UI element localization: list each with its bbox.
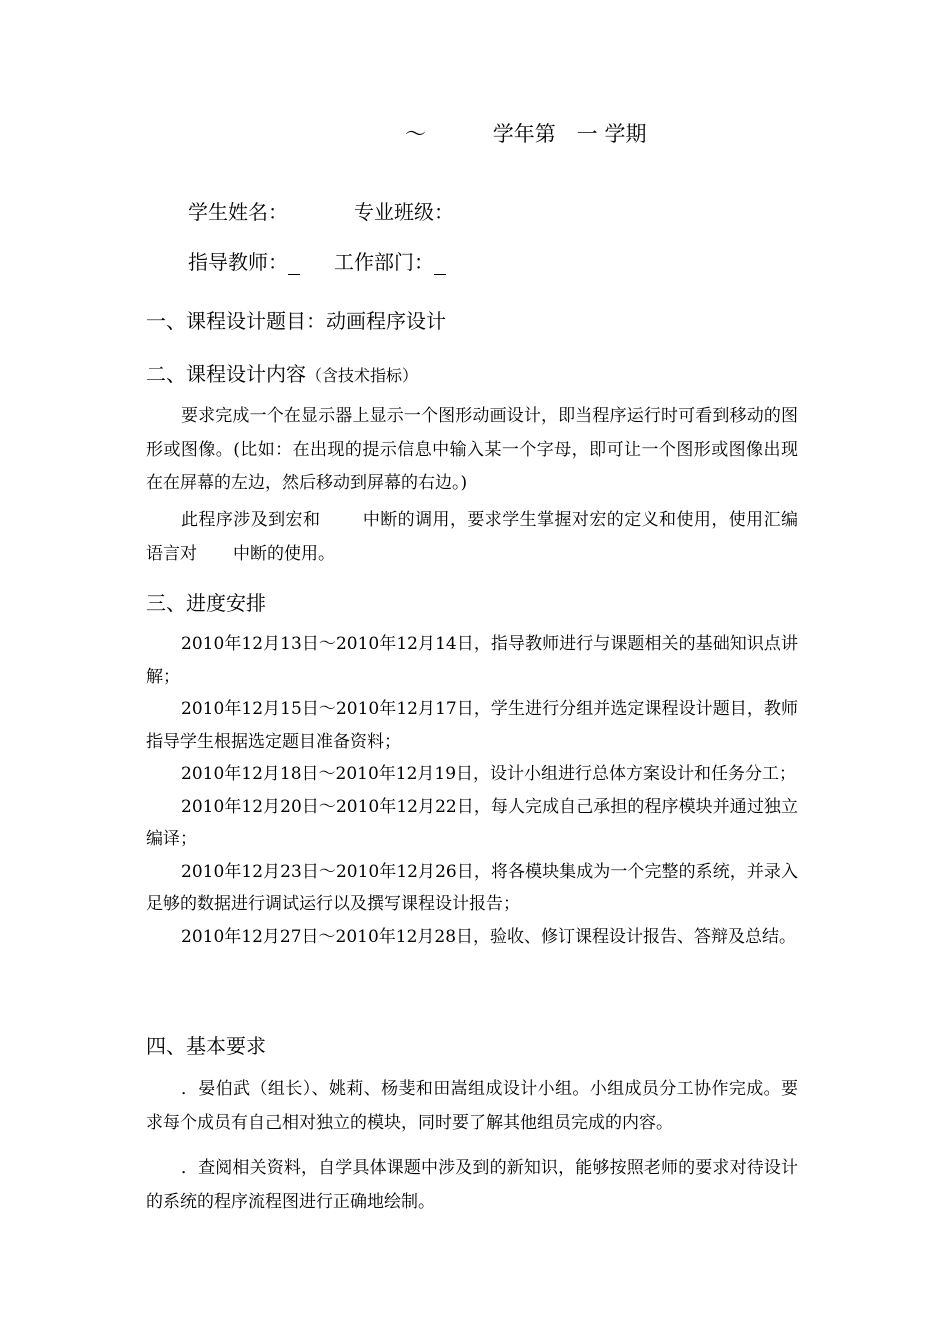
requirement-item: ．晏伯武（组长）、姚莉、杨斐和田嵩组成设计小组。小组成员分工协作完成。要求每个成员有自己相对独立的模块，同时要了解其他组员完成的内容。 (146, 1079, 798, 1133)
schedule-list (146, 628, 798, 953)
schedule-item: 2010年12月15日～2010年12月17日，学生进行分组并选定课程设计题目，教师指导学生根据选定题目准备资料； (146, 699, 798, 752)
para2-part-c: 中断的使用。 (233, 543, 335, 564)
schedule-item: 2010年12月20日～2010年12月22日，每人完成自己承担的程序模块并通过独立编译； (146, 796, 798, 849)
section2-heading-note: （含技术指标） (306, 366, 419, 385)
section1-heading: 一、课程设计题目：动画程序设计 (146, 309, 446, 333)
department-label: 工作部门： (334, 250, 434, 274)
schedule-item: 2010年12月23日～2010年12月26日，将各模块集成为一个完整的系统，并录入足够的数据进行调试运行以及撰写课程设计报告； (146, 861, 798, 914)
advisor-blank (288, 254, 300, 275)
section4-heading: 四、基本要求 (146, 1034, 266, 1058)
schedule-item: 2010年12月13日～2010年12月14日，指导教师进行与课题相关的基础知识点讲解； (146, 634, 798, 687)
advisor-label: 指导教师： (188, 250, 288, 274)
schedule-item: 2010年12月27日～2010年12月28日，验收、修订课程设计报告、答辩及总结。 (181, 926, 797, 947)
schedule-item: 2010年12月18日～2010年12月19日，设计小组进行总体方案设计和任务分工； (181, 764, 797, 784)
term-title: 学年第 一 学期 (492, 122, 647, 146)
section2-heading-text: 二、课程设计内容 (146, 362, 306, 386)
section2-para1: 要求完成一个在显示器上显示一个图形动画设计，即当程序运行时可看到移动的图形或图像。(比如：在出现的提示信息中输入某一个字母，即可让一个图形或图像出现在在屏幕的左边，然后移动到屏幕的右边。) (146, 406, 798, 493)
para2-part-b: 中断的调用，要求学生掌握对宏的定义和使用，使用汇编语言对 (146, 510, 799, 564)
section3-heading: 三、进度安排 (146, 591, 266, 615)
requirements-list (146, 1073, 798, 1231)
term-tilde: ～ (405, 122, 426, 146)
section2-heading (146, 358, 418, 387)
term-header (405, 118, 646, 148)
section2-para2 (146, 504, 798, 571)
requirement-item: ．查阅相关资料，自学具体课题中涉及到的新知识，能够按照老师的要求对待设计的系统的程序流程图进行正确地绘制。 (146, 1158, 798, 1212)
para2-part-a: 此程序涉及到宏和 (181, 510, 321, 530)
info-row-advisor (188, 246, 446, 275)
class-label: 专业班级： (354, 200, 454, 224)
department-blank (434, 254, 446, 275)
student-name-label: 学生姓名： (188, 200, 288, 224)
info-row-student (188, 196, 454, 225)
